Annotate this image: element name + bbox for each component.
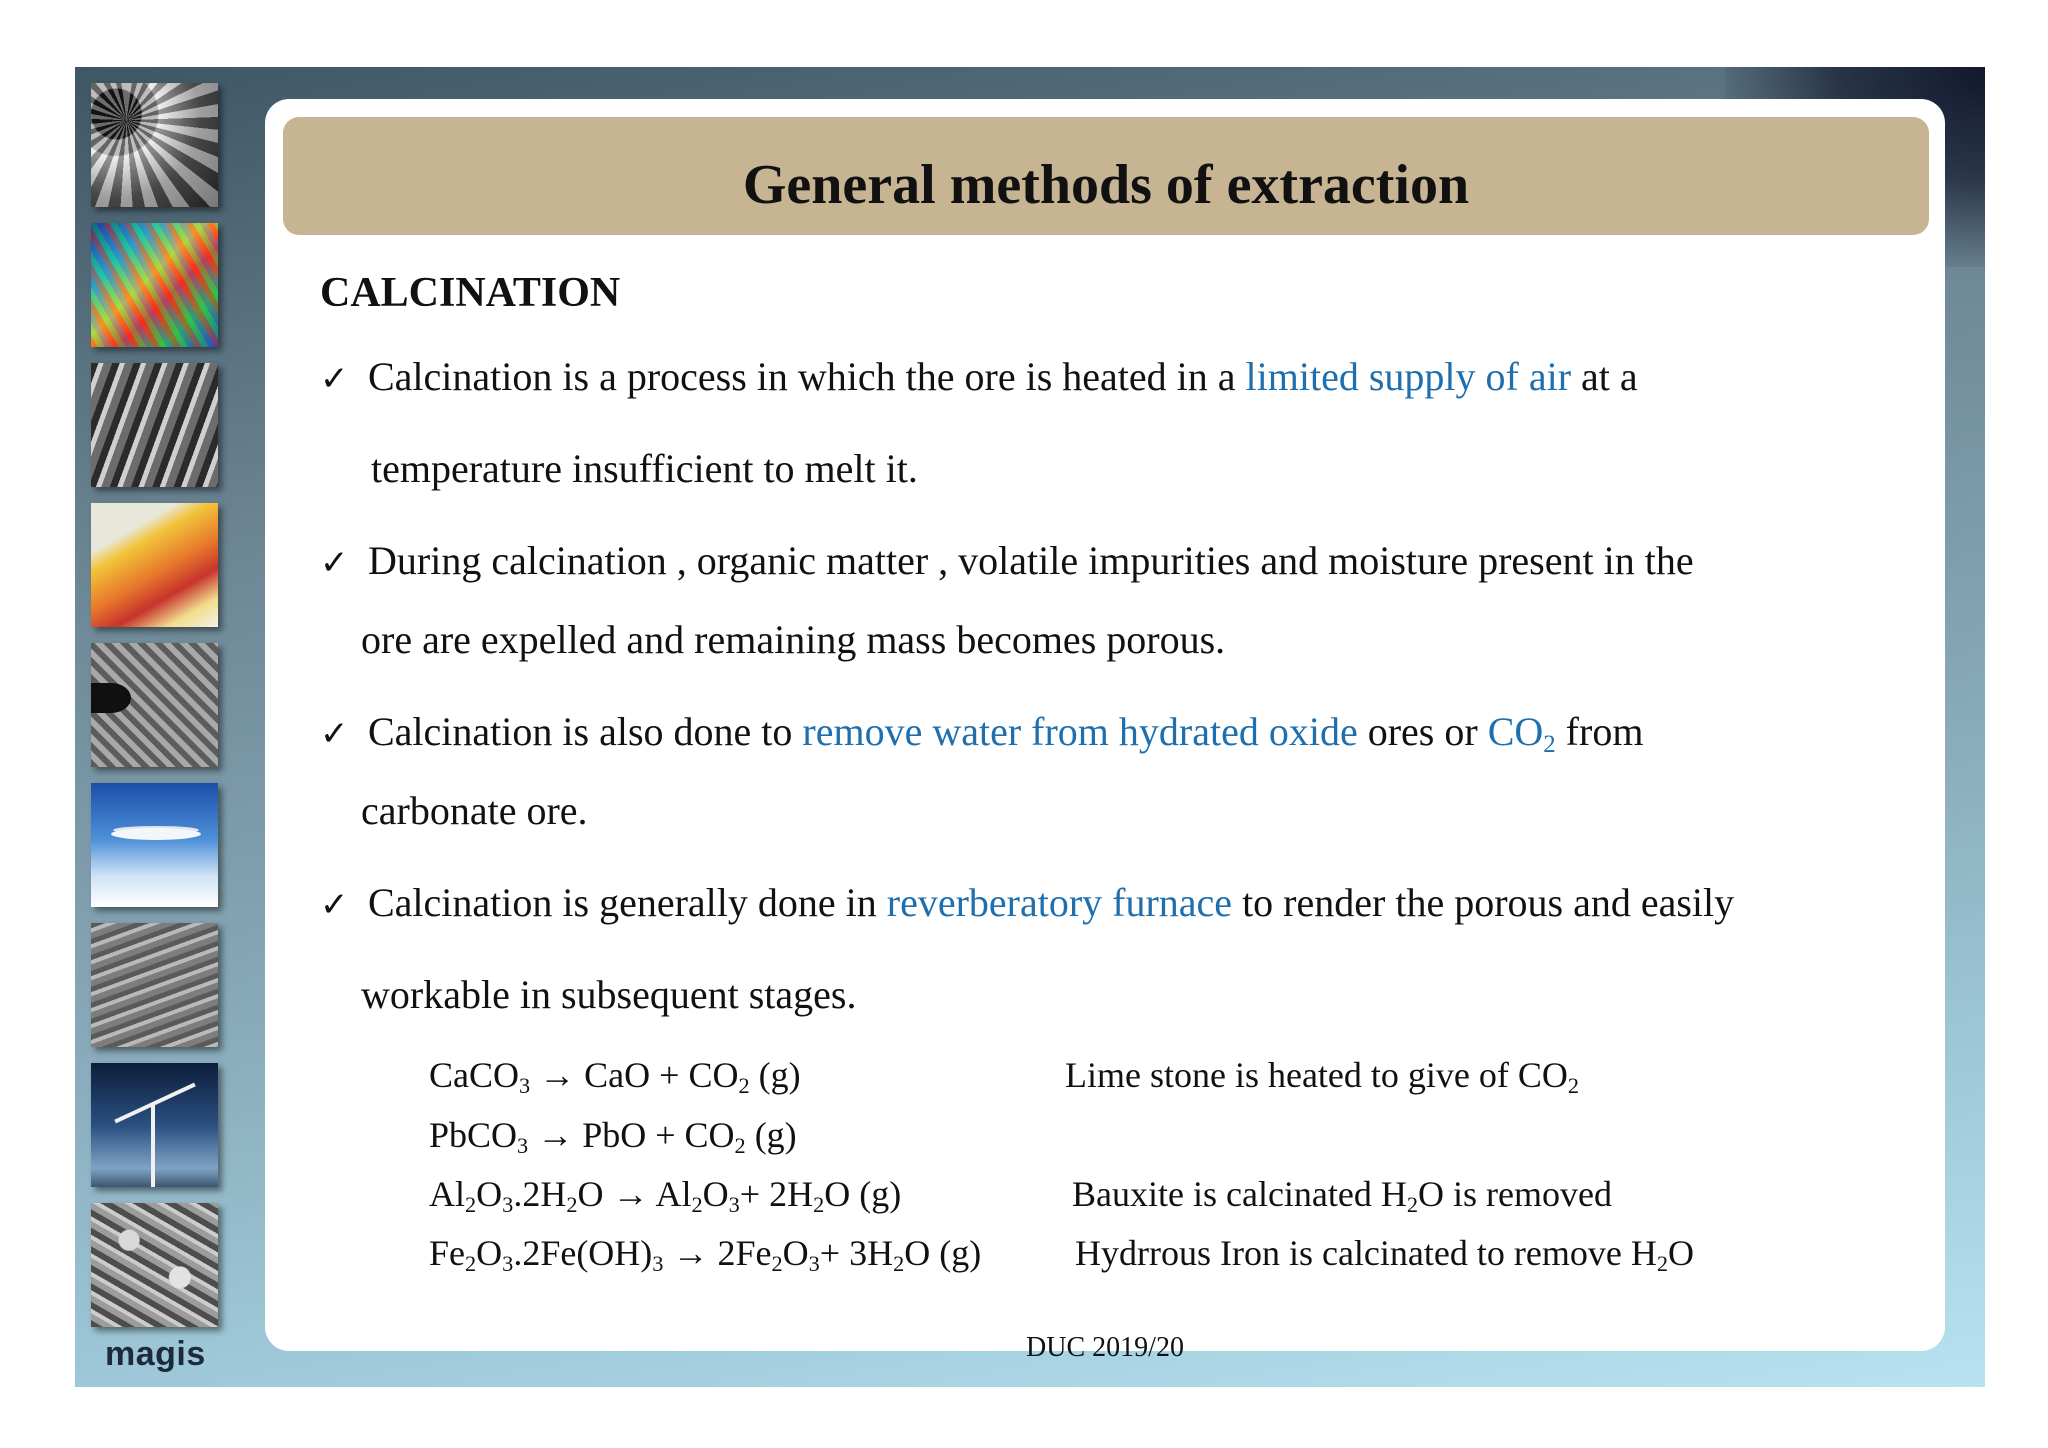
formula-text: O xyxy=(476,1174,503,1214)
formula-text: O → Al xyxy=(577,1174,692,1214)
formula-subscript: 3 xyxy=(652,1251,664,1277)
slide-background xyxy=(75,67,1985,1387)
simulation-cube-image xyxy=(91,223,218,347)
formula-text: O xyxy=(476,1233,503,1273)
checkmark-icon: ✓ xyxy=(320,359,349,399)
note-subscript: 2 xyxy=(1406,1192,1419,1218)
metal-microstructure-image xyxy=(91,643,218,767)
formula-subscript: 2 xyxy=(691,1192,703,1218)
highlight-text: reverberatory furnace xyxy=(886,880,1233,925)
equation-2 xyxy=(429,1115,797,1159)
formula-text: O (g) xyxy=(904,1233,982,1273)
formula-subscript: 2 xyxy=(738,1073,750,1099)
note-text: Bauxite is calcinated H xyxy=(1072,1174,1407,1214)
title-bar xyxy=(283,117,1929,235)
formula-text: (g) xyxy=(749,1055,801,1095)
note-text: O is removed xyxy=(1418,1174,1613,1214)
brand-logo: magis xyxy=(105,1335,206,1373)
bullet-3-continuation: carbonate ore. xyxy=(361,788,588,833)
equation-1-note xyxy=(1065,1055,1580,1099)
turbine-image xyxy=(91,83,218,207)
formula-subscript: 2 xyxy=(771,1251,783,1277)
formula-subscript: 3 xyxy=(728,1192,740,1218)
fracture-surface-image xyxy=(91,923,218,1047)
grain-structure-image xyxy=(91,1203,218,1327)
formula-text: O xyxy=(702,1174,729,1214)
formula-text: Fe xyxy=(429,1233,465,1273)
formula-text: → CaO + CO xyxy=(530,1055,739,1095)
formula-text: + 3H xyxy=(819,1233,894,1273)
checkmark-icon: ✓ xyxy=(320,543,349,583)
bullet-2-continuation: ore are expelled and remaining mass becomes porous. xyxy=(361,617,1226,662)
equation-1 xyxy=(429,1055,801,1099)
note-subscript: 2 xyxy=(1567,1073,1580,1099)
formula-subscript: 3 xyxy=(502,1251,514,1277)
note-text: O xyxy=(1667,1233,1694,1273)
formula-subscript: 3 xyxy=(502,1192,514,1218)
formula-subscript: 2 xyxy=(465,1251,477,1277)
stress-cube-image xyxy=(91,503,218,627)
bullet-2: ✓ During calcination , organic matter , volatile impurities and moisture present in the xyxy=(320,538,1694,583)
formula-text: .2H xyxy=(513,1174,567,1214)
checkmark-icon: ✓ xyxy=(320,714,349,754)
equation-3 xyxy=(429,1174,902,1218)
formula-text: O (g) xyxy=(824,1174,902,1214)
bullet-1: ✓ Calcination is a process in which the ore is heated in a limited supply of air at a xyxy=(320,354,1638,399)
note-text: Lime stone is heated to give of CO xyxy=(1065,1055,1568,1095)
note-subscript: 2 xyxy=(1656,1251,1668,1277)
airplane-image xyxy=(91,783,218,907)
content-panel xyxy=(265,99,1945,1363)
highlight-formula: $CO_2$ xyxy=(1487,709,1556,758)
bullet-3: ✓ Calcination is also done to remove water from hydrated oxide ores or $CO_2$ from xyxy=(320,709,1644,758)
formula-text: Al xyxy=(429,1174,465,1214)
formula-text: → 2Fe xyxy=(663,1233,772,1273)
section-heading: CALCINATION xyxy=(320,270,621,316)
formula-text: CaCO xyxy=(429,1055,519,1095)
note-text: Hydrrous Iron is calcinated to remove H xyxy=(1075,1233,1657,1273)
wind-turbine-image xyxy=(91,1063,218,1187)
equation-3-note xyxy=(1072,1174,1613,1218)
formula-subscript: 3 xyxy=(517,1133,529,1159)
bullet-1-continuation: temperature insufficient to melt it. xyxy=(371,446,918,491)
highlight-text: limited supply of air xyxy=(1245,354,1572,399)
equation-4-note xyxy=(1075,1233,1694,1277)
formula-text: O xyxy=(782,1233,809,1273)
formula-subscript: 2 xyxy=(465,1192,477,1218)
formula-subscript: 2 xyxy=(813,1192,825,1218)
fibrous-microstructure-image xyxy=(91,363,218,487)
formula-text: → PbO + CO xyxy=(528,1115,735,1155)
formula-subscript: 2 xyxy=(734,1133,746,1159)
bullet-4-continuation: workable in subsequent stages. xyxy=(361,972,857,1017)
formula-subscript: 2 xyxy=(893,1251,905,1277)
formula-text: + 2H xyxy=(739,1174,814,1214)
formula-subscript: 3 xyxy=(808,1251,820,1277)
formula-subscript: 2 xyxy=(566,1192,578,1218)
formula-text: PbCO xyxy=(429,1115,518,1155)
highlight-text: remove water from hydrated oxide xyxy=(802,709,1358,754)
equation-4 xyxy=(429,1233,982,1277)
formula-text: (g) xyxy=(745,1115,797,1155)
formula-subscript: 3 xyxy=(519,1073,531,1099)
bullet-4: ✓ Calcination is generally done in reverberatory furnace to render the porous and easily xyxy=(320,880,1735,925)
footer-text: DUC 2019/20 xyxy=(1026,1332,1184,1363)
checkmark-icon: ✓ xyxy=(320,885,349,925)
formula-text: .2Fe(OH) xyxy=(513,1233,653,1273)
slide-title: General methods of extraction xyxy=(742,154,1470,216)
